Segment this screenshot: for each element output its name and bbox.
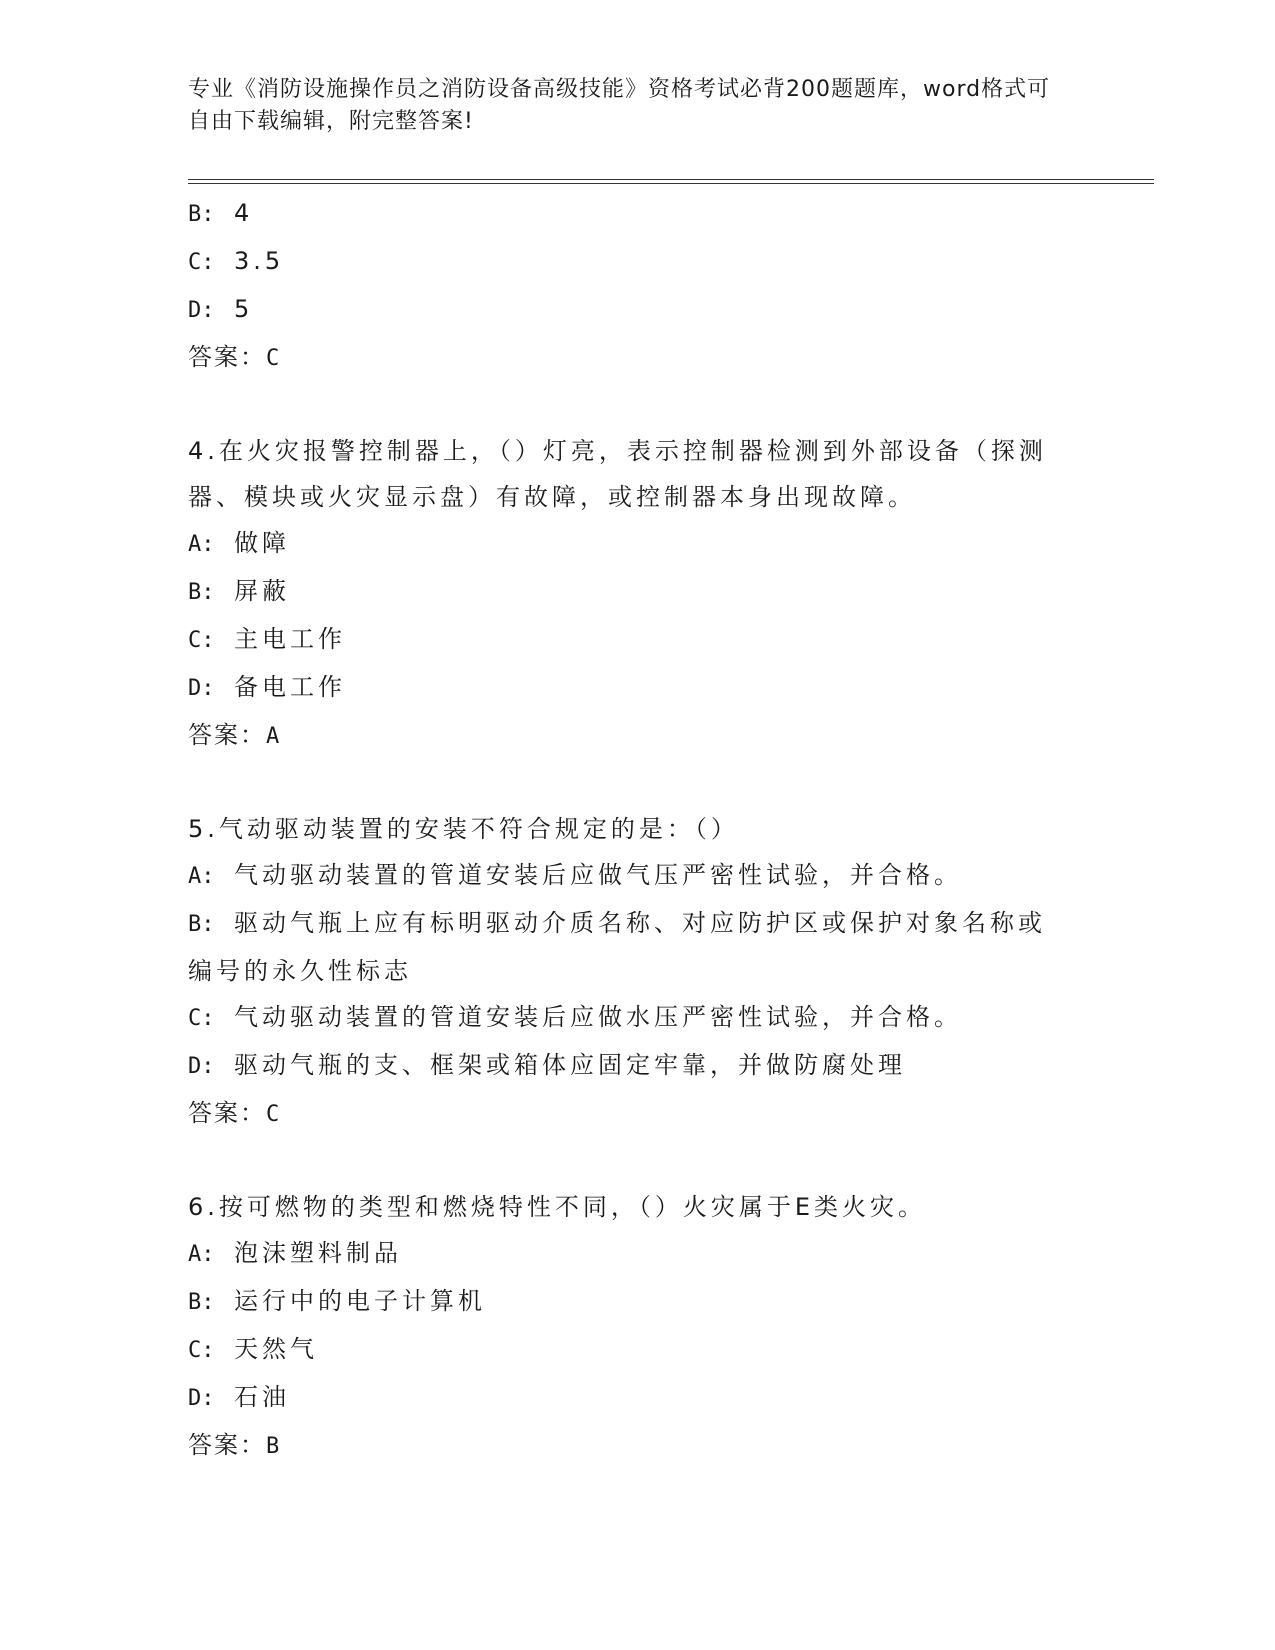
question-block-5 (188, 806, 1088, 1138)
option-letter: B: (188, 580, 215, 605)
option-text: 驱动气瓶的支、框架或箱体应固定牢靠，并做防腐处理 (234, 1051, 906, 1079)
option-letter: C: (188, 1006, 215, 1031)
header-rule-bottom (188, 183, 1154, 184)
question-block-6 (188, 1184, 1088, 1470)
option-b (188, 900, 1068, 994)
answer-value: B (266, 1434, 282, 1459)
option-text: 运行中的电子计算机 (234, 1287, 486, 1315)
option-c (188, 1326, 1088, 1374)
option-text: 泡沫塑料制品 (234, 1239, 402, 1267)
option-text: 做障 (234, 529, 290, 557)
option-text: 3.5 (234, 247, 285, 275)
option-d (188, 664, 1088, 712)
option-letter: C: (188, 1338, 215, 1363)
option-d (188, 1042, 1088, 1090)
option-letter: A: (188, 864, 215, 889)
option-text: 天然气 (234, 1335, 318, 1363)
answer-value: C (266, 1102, 282, 1127)
answer-line (188, 334, 1088, 382)
option-letter: B: (188, 1290, 215, 1315)
option-a (188, 1230, 1088, 1278)
answer-line (188, 1090, 1088, 1138)
option-b (188, 190, 1088, 238)
answer-label: 答案： (188, 1431, 266, 1459)
answer-label: 答案： (188, 1099, 266, 1127)
option-letter: D: (188, 1054, 215, 1079)
option-text: 主电工作 (234, 625, 346, 653)
option-a (188, 520, 1088, 568)
option-letter: D: (188, 298, 215, 323)
question-block-partial (188, 190, 1088, 382)
option-text: 驱动气瓶上应有标明驱动介质名称、对应防护区或保护对象名称或编号的永久性标志 (188, 909, 1046, 985)
answer-label: 答案： (188, 721, 266, 749)
option-d (188, 1374, 1088, 1422)
answer-value: C (266, 346, 282, 371)
option-letter: C: (188, 628, 215, 653)
option-text: 备电工作 (234, 673, 346, 701)
option-text: 气动驱动装置的管道安装后应做气压严密性试验，并合格。 (234, 861, 962, 889)
option-letter: A: (188, 532, 215, 557)
option-letter: B: (188, 912, 215, 937)
option-letter: B: (188, 202, 215, 227)
option-a (188, 852, 1088, 900)
document-header: 专业《消防设施操作员之消防设备高级技能》资格考试必背200题题库，word格式可自由下载编辑，附完整答案! (188, 77, 1051, 134)
question-stem: 6.按可燃物的类型和燃烧特性不同，（）火灾属于E类火灾。 (188, 1193, 927, 1221)
option-b (188, 568, 1088, 616)
option-b (188, 1278, 1088, 1326)
option-letter: A: (188, 1242, 215, 1267)
option-text: 5 (234, 295, 254, 323)
answer-line (188, 712, 1088, 760)
option-text: 气动驱动装置的管道安装后应做水压严密性试验，并合格。 (234, 1003, 962, 1031)
option-c (188, 994, 1088, 1042)
header-rule-top (188, 179, 1154, 180)
option-text: 石油 (234, 1383, 290, 1411)
option-letter: D: (188, 1386, 215, 1411)
answer-value: A (266, 724, 282, 749)
option-text: 4 (234, 199, 254, 227)
document-body (188, 190, 1088, 1470)
option-d (188, 286, 1088, 334)
option-text: 屏蔽 (234, 577, 290, 605)
answer-label: 答案： (188, 343, 266, 371)
option-letter: C: (188, 250, 215, 275)
question-stem: 5.气动驱动装置的安装不符合规定的是：（） (188, 815, 739, 843)
option-c (188, 616, 1088, 664)
option-c (188, 238, 1088, 286)
question-stem: 4.在火灾报警控制器上，（）灯亮，表示控制器检测到外部设备（探测器、模块或火灾显示盘）有故障，或控制器本身出现故障。 (188, 437, 1047, 511)
option-letter: D: (188, 676, 215, 701)
question-block-4 (188, 428, 1088, 760)
answer-line (188, 1422, 1088, 1470)
